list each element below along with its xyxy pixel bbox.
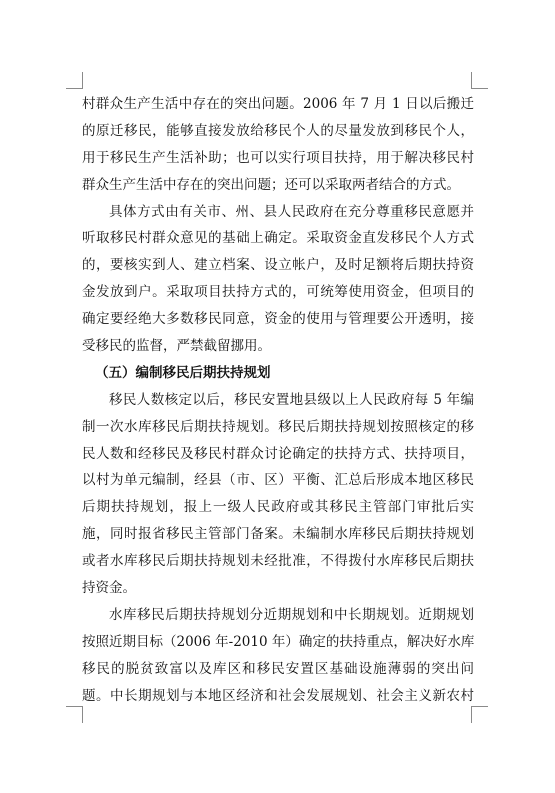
crop-mark-bottom-left — [66, 706, 83, 723]
text-line: 施，同时报省移民主管部门备案。未编制水库移民后期扶持规划 — [82, 526, 474, 543]
text-line: 用于移民生产生活补助；也可以实行项目扶持，用于解决移民村 — [82, 149, 474, 166]
text-line: 具体方式由有关市、州、县人民政府在充分尊重移民意愿并 — [109, 203, 474, 220]
text-line: 确定要经绝大多数移民同意，资金的使用与管理要公开透明，接 — [82, 311, 474, 328]
crop-mark-top-right — [471, 72, 488, 89]
text-line: 后期扶持规划，报上一级人民政府或其移民主管部门审批后实 — [82, 499, 474, 516]
text-line: 听取移民村群众意见的基础上确定。采取资金直发移民个人方式 — [82, 230, 474, 247]
text-line: 题。中长期规划与本地区经济和社会发展规划、社会主义新农村 — [82, 687, 474, 704]
text-line: 群众生产生活中存在的突出问题；还可以采取两者结合的方式。 — [82, 176, 460, 193]
text-line: 金发放到户。采取项目扶持方式的，可统筹使用资金，但项目的 — [82, 284, 474, 301]
text-line: 的，要核实到人、建立档案、设立帐户，及时足额将后期扶持资 — [82, 257, 474, 274]
section-heading: （五）编制移民后期扶持规划 — [95, 364, 271, 381]
text-line: 持资金。 — [82, 580, 136, 597]
text-line: 以村为单元编制，经县（市、区）平衡、汇总后形成本地区移民 — [82, 472, 474, 489]
text-line: 移民人数核定以后，移民安置地县级以上人民政府每 5 年编 — [109, 391, 474, 408]
text-line: 受移民的监督，严禁截留挪用。 — [82, 338, 271, 355]
text-line: 的原迁移民，能够直接发放给移民个人的尽量发放到移民个人， — [82, 122, 474, 139]
text-line: 水库移民后期扶持规划分近期规划和中长期规划。近期规划 — [109, 606, 474, 623]
text-line: 按照近期目标（2006 年-2010 年）确定的扶持重点，解决好水库 — [82, 633, 475, 650]
text-line: 民人数和经移民及移民村群众讨论确定的扶持方式、扶持项目， — [82, 445, 474, 462]
crop-mark-top-left — [66, 72, 83, 89]
text-line: 移民的脱贫致富以及库区和移民安置区基础设施薄弱的突出问 — [82, 660, 474, 677]
text-line: 村群众生产生活中存在的突出问题。2006 年 7 月 1 日以后搬迁 — [82, 96, 474, 112]
text-line: 或者水库移民后期扶持规划未经批准，不得拨付水库移民后期扶 — [82, 553, 474, 570]
document-body — [82, 91, 474, 709]
text-line: 制一次水库移民后期扶持规划。移民后期扶持规划按照核定的移 — [82, 418, 474, 435]
